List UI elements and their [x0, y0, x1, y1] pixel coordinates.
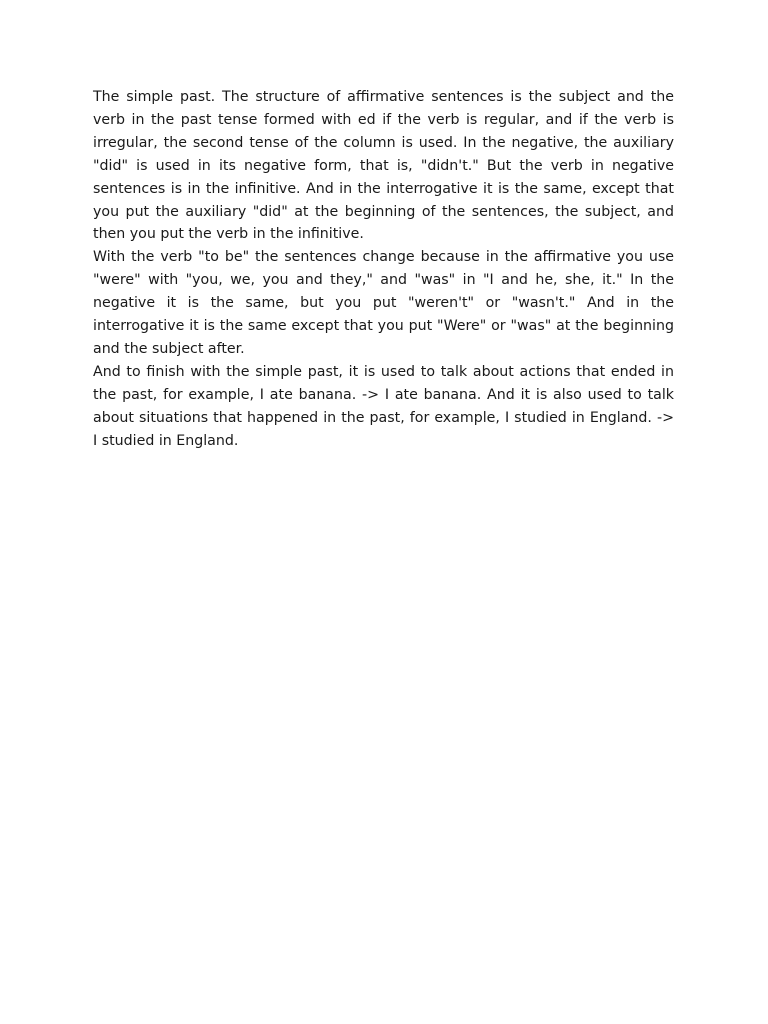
paragraph-verb-to-be: With the verb "to be" the sentences change because in the affirmative you use "were" with "you, we, you and they," and "was" in "I and he, she, it." In the negative it is the same, but you put "weren't" or "wasn't." And in the interrogative it is the same except that you put "Were" or "was" at the beginning and the subject after.	[93, 249, 674, 357]
paragraph-simple-past-usage: And to finish with the simple past, it is used to talk about actions that ended in the past, for example, I ate banana. -> I ate banana. And it is also used to talk about situations that happened in the past, for example, I studied in England. -> I studied in England.	[93, 363, 674, 449]
document-body	[93, 86, 674, 453]
paragraph-simple-past-structure: The simple past. The structure of affirmative sentences is the subject and the verb in the past tense formed with ed if the verb is regular, and if the verb is irregular, the second tense of the column is used. In the negative, the auxiliary "did" is used in its negative form, that is, "didn't." But the verb in negative sentences is in the infinitive. And in the interrogative it is the same, except that you put the auxiliary "did" at the beginning of the sentences, the subject, and then you put the verb in the infinitive.	[93, 89, 674, 243]
